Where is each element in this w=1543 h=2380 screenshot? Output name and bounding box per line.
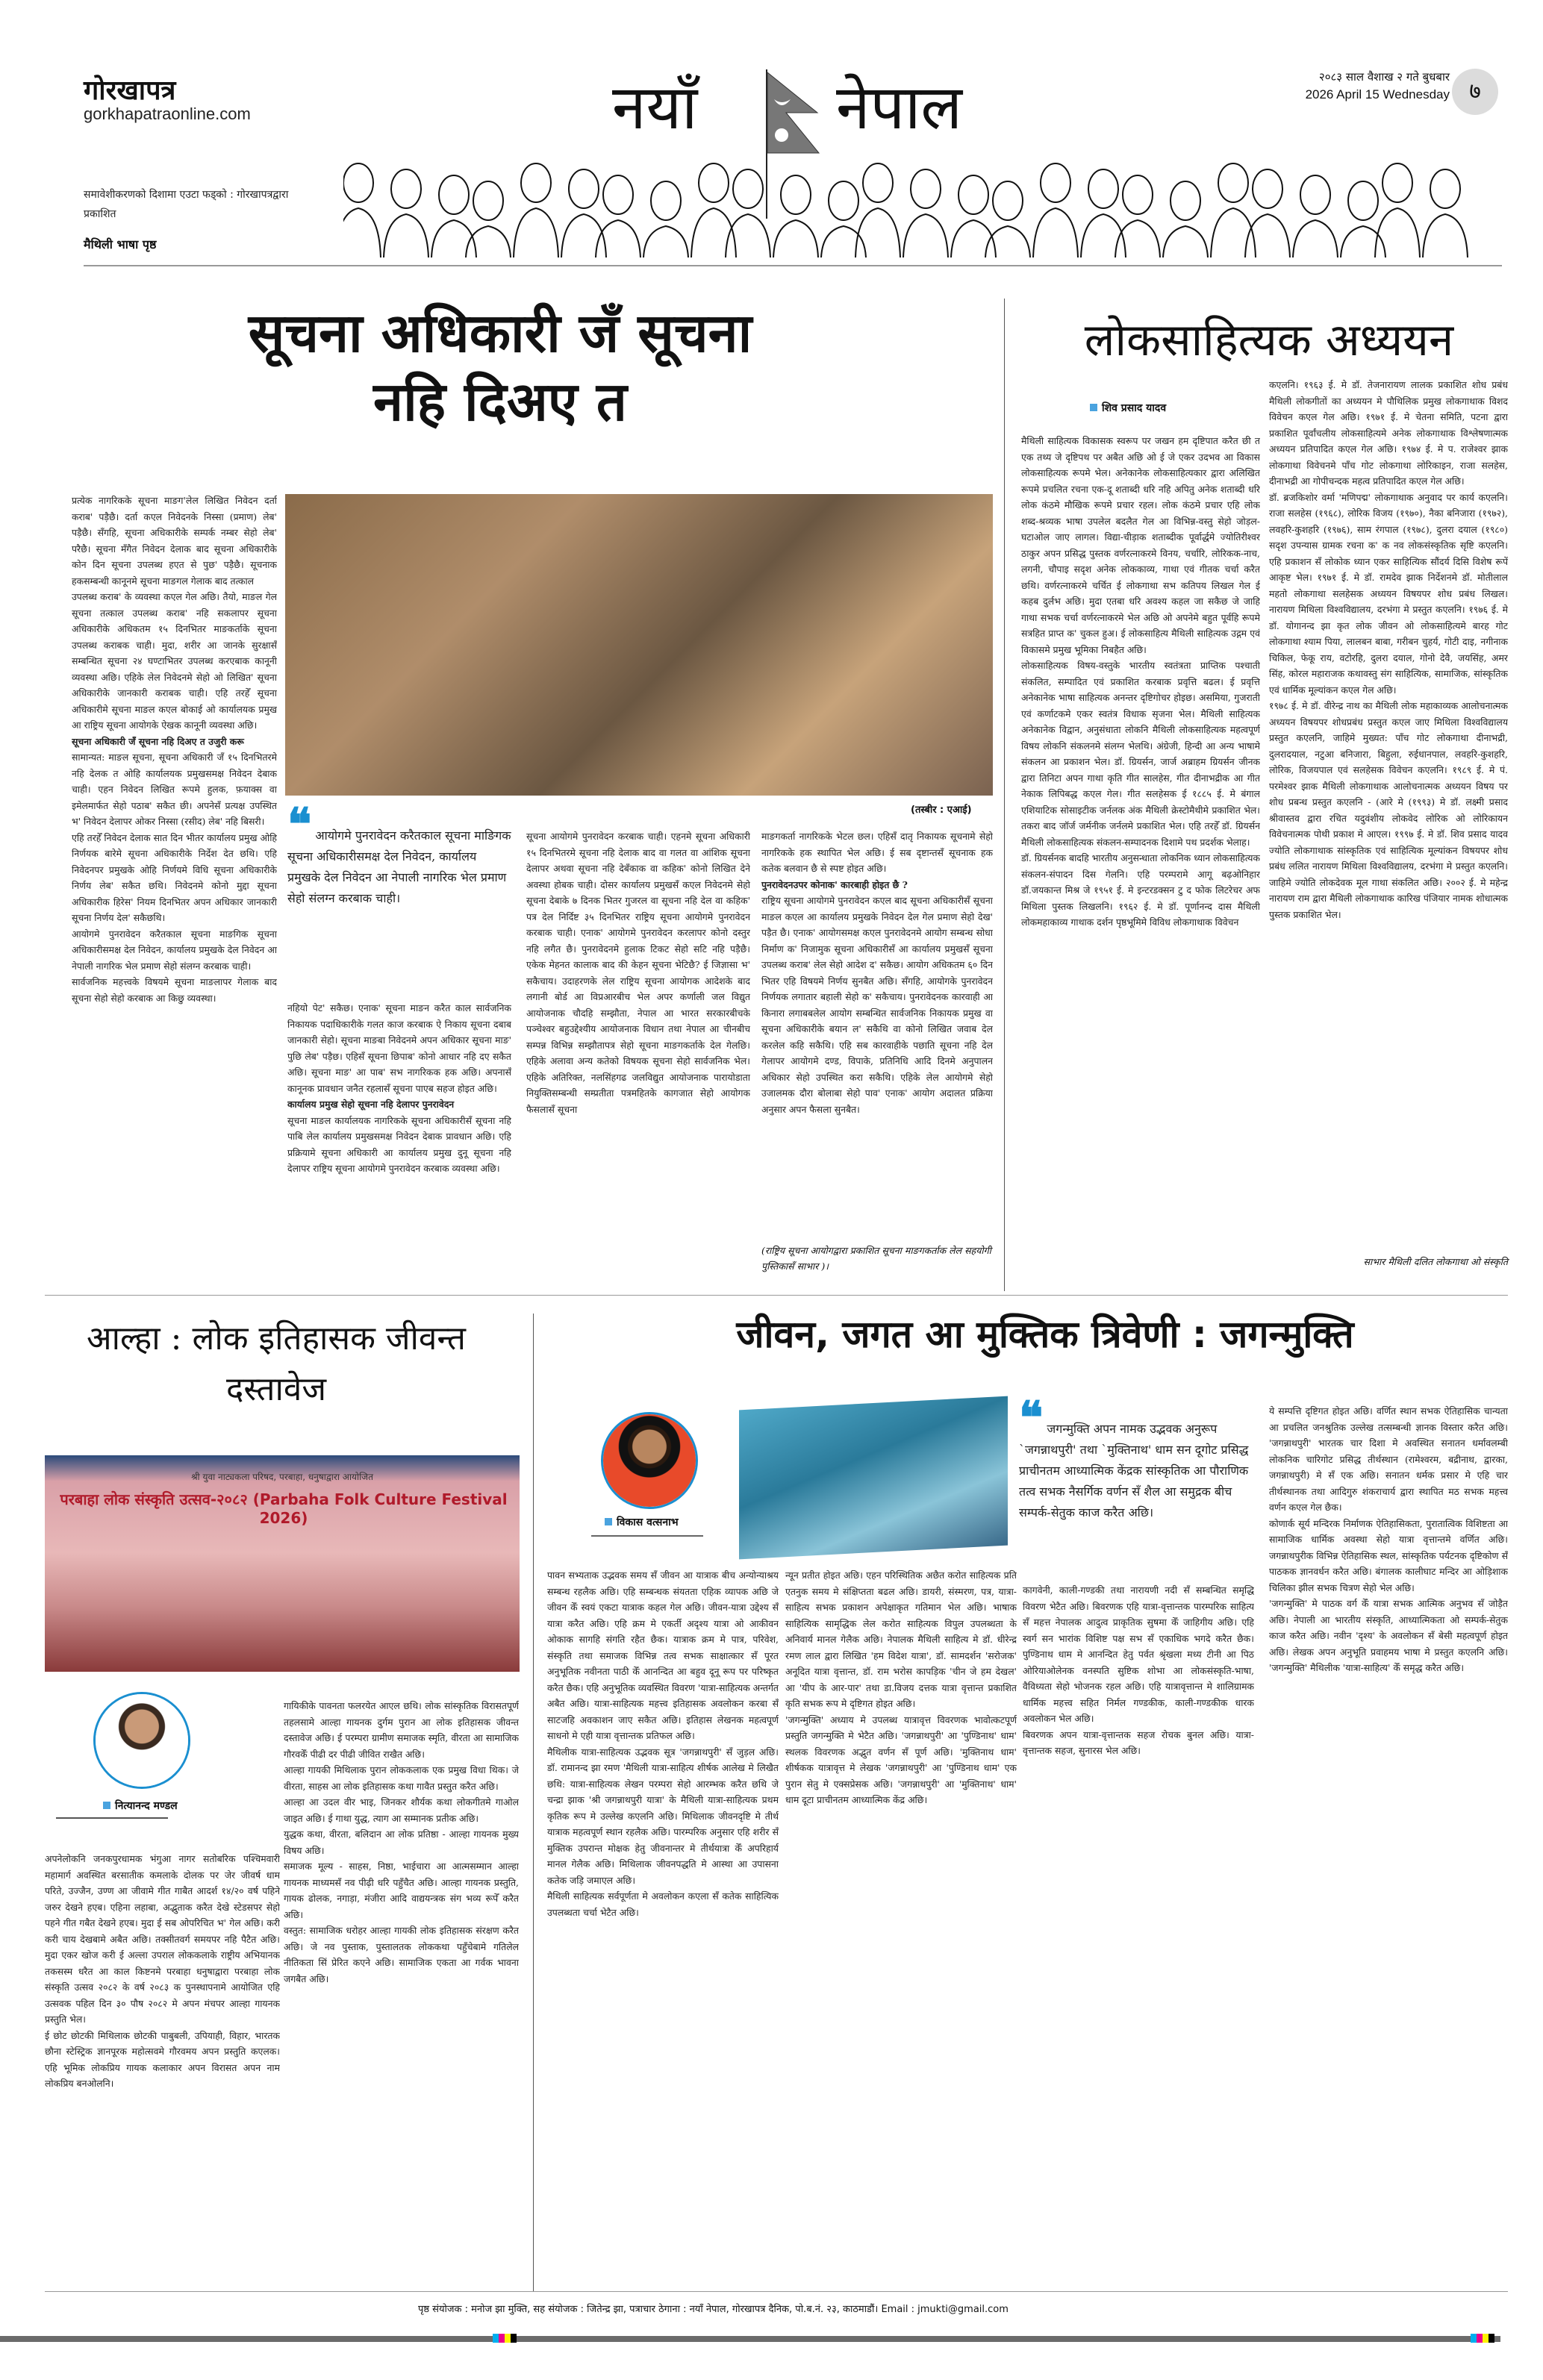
crowd-figure-head <box>343 163 373 202</box>
jagan-pull-quote-text: जगन्मुक्ति अपन नामक उद्भवक अनुरूप `जगन्नाथपुरी' तथा `मुक्तिनाथ' धाम सन दूगोट प्रसिद्ध प्राचीनतम आध्यात्मिक केंद्रक सांस्कृतिक आ पौराणिक तत्व सभक नैसर्गिक वर्णन सँ शैल आ समुद्रक बीच सम्पर्क-सेतुक काज करैत अछि। <box>1019 1422 1249 1519</box>
byline-underline <box>56 1817 168 1819</box>
rti-body-4b: राष्ट्रिय सूचना आयोगमे पुनरावेदन कएल बाद सूचना अधिकारीसँ सूचना माङल कएल आ कार्यालय प्रमुखके निवेदन देल गेल प्रमाण सेहो देख' पड़ैत छै। एनाक' आयोगसमक्ष कएल पुनरावेदनमे आयोग सम्बन्ध सोधा निर्माण क' निजामुक सूचना अधिकारीसँ आ कार्यालय प्रमुखसँ सूचना उपलब्ध कराब' लेल सेहो आदेश द' सकैछ। आयोग अधिकतम ६० दिन भितर एहि विषयमे निर्णय सुनबैत अछि। सँगहि, आयोगके पुनरावेदन निर्णयक लगातार बहाली सेहो क' सकैचाय। पुनरावेदनक कारवाही आ किनारा लगाबबलेल आयोग सम्बन्धित सार्वजनिक निकायक प्रमुख वा सूचना अधिकारीके बयान ल' सकैथि वा कोनो लिखित जवाब देल करलेल कहि सकैथि। एहि सब कारवाहीके पछाति सूचना नहि देल गेलापर आयोगमे दण्ड, विपाके, प्रतिनिधि आदि दिनमे अनुपालन अधिकार सेहो उपस्थित करा सकैथि। एहिके लेल आयोगमे सेहो उजालमक दौरा बोलाबा सेहो पाव' एनाक' आयोग अदालत प्रक्रिया अनुसार अपन फैसला सुनबैत। <box>761 895 993 1115</box>
jagan-body-2: न्यून प्रतीत होइत अछि। एहन परिस्थितिक अछैत करोत साहित्यक प्रति एतनुक समय मे संक्षिप्तता बढल अछि। डायरी, संस्मरण, पत्र, यात्रा-साहित्य सभक प्रकाशन अपेक्षाकृत गतिमान भेल अछि। भाषाक साहित्यिक सामृद्धिक लेल करोत साहित्यक विपुल उपलब्धता के अनिवार्य मानल गेलैक अछि। नेपालक मैथिली साहित्य मे डॉ. धीरेन्द्र रमण लाल द्वारा लिखित 'हम विदेश यात्रा', डॉ. सामदर्शन 'सरोजक' अनूदित यात्रा वृत्तान्त, डॉ. राम भरोस कापड़िक 'चीन जे हम देखल' आ 'यीप के आर-पार' तथा डा.विजय दत्तक यात्रा वृत्तान्त प्रकाशित कृति सभक रूप मे दृष्टिगत होइत अछि। <box>785 1570 1017 1709</box>
byline-underline <box>591 1535 703 1537</box>
alha-author: नित्यानन्द मण्डल <box>115 1800 178 1812</box>
crowd-figure-head <box>911 169 941 208</box>
registration-color-swatch <box>499 2334 505 2343</box>
alha-body-2e: समाजक मूल्य - साहस, निष्ठा, भाईचारा आ आत्मसम्मान आल्हा गायनक माध्यमसँ नव पीढ़ी धरि पहुँचैत अछि। आल्हा गायनक प्रस्तुति, गायक ढोलक, नगाड़ा, मंजीरा आदि वाद्ययन्त्रक संग भव्य रूपेँ करैत अछि। <box>284 1861 519 1920</box>
alha-column-1 <box>45 1851 280 2284</box>
crowd-figure-body <box>1293 220 1338 257</box>
crowd-figure-head <box>651 181 681 220</box>
jaganmukti-headline: जीवन, जगत आ मुक्तिक त्रिवेणी : जगन्मुक्ति <box>736 1313 1354 1356</box>
rti-column-1 <box>72 493 277 1164</box>
rti-photo-caption: (तस्बीर : एआई) <box>911 805 972 816</box>
alha-author-avatar <box>93 1692 190 1789</box>
folklore-body-2b: डॉ. ब्रजकिशोर वर्मा 'मणिपद्म' लोकगाथाक अनुवाद पर कार्य कएलनि। राजा सलहेस (१९६८), लोरिक विजय (१९७०), नैका बनिजारा (१९७२), लवहरि-कुशहरि (१९७६), साम रंगपाल (१९७८), दुलरा दयाल (१९८०) सदृश उपन्यास ग्रामक रचना क' क नव लोकसंस्कृतिक सृष्टि कएलनि। एहि प्रकाशन सँ लोकोक ध्यान एकर साहित्यिक सौंदर्य दिसि विशेष रूपें आकृष्ट भेल। १९७१ ई. मे डॉ. रामदेव झाक निर्देशनमे डॉ. मोतीलाल महतो लोकगाथा सलहेसक अध्ययन विषयपर शोध प्रबंध लिखल। नारायण मिथिला विश्वविद्यालय, दरभंगा मे प्रस्तुत कएलनि। १९७६ ई. मे डॉ. योगानन्द झा कृत लोक जीवन ओ लोकसाहित्यमे बारह गोट लोकगाथा श्याम पिया, लालबन बाबा, गरीबन चुहर्य, गोटी दाइ, नगीनाक चिकिल, फेकू राय, वटोरहि, दुलरा दयाल, गोनो देवै, जयसिंह, अमर सिंह, कोरल महाराजक कथावस्तु संग साहित्यिक, सामाजिक, सांस्कृतिक एवं धार्मिक मूल्यांकन कएल गेल अछि। <box>1269 491 1508 696</box>
crowd-figure-body <box>431 220 476 257</box>
crowd-figure-head <box>603 175 633 214</box>
registration-color-swatch <box>1471 2334 1477 2343</box>
brand-name: गोरखापत्र <box>84 75 176 106</box>
crowd-figure-head <box>1218 163 1248 202</box>
rti-subhead-2: कार्यालय प्रमुख सेहो सूचना नहि देलापर पुनरावेदन <box>287 1099 455 1110</box>
crowd-figure-body <box>343 208 381 257</box>
alha-byline <box>103 1799 178 1813</box>
alha-body-2c: आल्हा आ उदल वीर भाइ, जिनकर शौर्यक कथा लोकगीतमे गाओल जाइत अछि। ई गाथा युद्ध, त्याग आ सम्मानक प्रतीक अछि। <box>284 1796 519 1824</box>
folklore-body-1c: डॉ. ग्रियर्सनक बादहि भारतीय अनुसन्धाता लोकनिक ध्यान लोकसाहित्यक संकलन-संपादन दिस गेलनि। एहि परम्परामे आगू बढ़ओनिहार डॉ.जयकान्त मिश्र जे १९५१ ई. मे इन्टरडक्सन टु द फोक लिटरेचर अफ मिथिला पुस्तक लिखलनि। १९६२ ई. मे डॉ. पूर्णानन्द दास मैथिली लोकमहाकाव्य गाथाक दर्शन पृष्ठभूमिमे विविध लोकगाथाक विवेचन <box>1021 852 1260 928</box>
registration-color-swatch <box>1477 2334 1483 2343</box>
crowd-figure-head <box>391 169 421 208</box>
crowd-figure-head <box>1430 169 1460 208</box>
crowd-figure-head <box>1123 175 1153 214</box>
jagan-byline <box>605 1515 679 1529</box>
registration-color-swatch <box>1483 2334 1489 2343</box>
jaganmukti-book-covers <box>739 1396 1008 1560</box>
byline-square-icon <box>605 1518 612 1525</box>
crowd-figure-body <box>903 214 948 257</box>
date-english: 2026 April 15 Wednesday <box>1305 87 1450 101</box>
registration-color-swatch <box>1489 2334 1494 2343</box>
alha-body-1b: ई छोट छोटकी मिथिलाक छोटकी पाबुबली, उपियाही, विहार, भारतक छौना स्टेस्ट्रिक ज्ञानपूरक महोत्सवमे गौरवमय अपन प्रस्तुति कएलक। एहि भूमिक लोकप्रिय गायक कलाकार अपन विरासत अपन नाम लोकप्रिय बनओलनि। <box>45 2029 280 2089</box>
crowd-figure-head <box>439 175 469 214</box>
rti-column-4 <box>761 828 993 1246</box>
crowd-figure-head <box>1300 175 1330 214</box>
rti-pull-quote <box>287 799 511 909</box>
alha-photo-subbanner: श्री युवा नाट्यकला परिषद, परबाहा, धनुषाद्वारा आयोजित <box>191 1472 373 1482</box>
folklore-byline <box>1090 401 1166 415</box>
crowd-figure-body <box>466 226 511 257</box>
folklore-column-1 <box>1021 433 1260 1291</box>
crowd-figure-body <box>951 220 996 257</box>
crowd-figure-head <box>1041 163 1070 202</box>
crowd-figure-body <box>514 208 558 257</box>
crowd-figure-head <box>699 163 729 202</box>
folklore-author: शिव प्रसाद यादव <box>1102 402 1167 414</box>
language-page-label: मैथिली भाषा पृष्ठ <box>84 237 157 252</box>
website-link[interactable]: gorkhapatraonline.com <box>84 104 251 123</box>
tagline: समावेशीकरणको दिशामा एउटा फड्को : गोरखापत्रद्वारा प्रकाशित <box>84 189 289 220</box>
crowd-figure-head <box>1171 181 1200 220</box>
crowd-figure-body <box>1423 214 1468 257</box>
byline-square-icon <box>1090 404 1097 411</box>
jagan-body-1c: मैथिली साहित्यक सर्वपूर्णता मे अवलोकन कएला सँ कतेक साहित्यिक उपलब्धता चर्चा भेटैत अछि। <box>547 1890 779 1918</box>
rti-body-3: सूचना आयोगमे पुनरावेदन करबाक चाही। एहनमे सूचना अधिकारी १५ दिनभितरमे सूचना नहि देलाक बाद वा गलत वा आंशिक सूचना देलापर अथवा सूचना नहि देबँकाक वा कहिक' कोनो लिखित देने अवस्था होबक चाही। दोसर कार्यालय प्रमुखसँ कएल निवेदनमे सेहो सूचना देबाके ७ दिनक भितर गुजरल वा सूचना नहि देल वा कहिक' पत्र देल निर्दिष्ट ३५ दिनभितर राष्ट्रिय सूचना आयोगमे पुनरावेदन करबाक चाही। एनाक' आयोगमे पुनरावेदन करलापर कोनो दस्तुर नहि लगैत छै। पुनरावेदनमे हुलाक टिकट सेहो सटि नहि पड़ैछै। एकेक मेहनत कालाक बाद की केहन सूचना भेटिछै? ई जिज्ञासा भ' सकैचाय। उदाहरणके लेल राष्ट्रिय सूचना आयोगक आदेशके बाद लगानी बोर्ड आ विप्रआरबीच भेल अपर कर्णाली जल विद्युत आयोजनाक चौदहि सम्झौता, नेपाल आ भारत सरकारबीचके पञ्चेश्वर बहुउद्देश्यीय आयोजनाक विधान तथा नेपाल आ चीनबीच सम्पन्न विभिन्न सम्झौतापत्र सेहो सूचना माङगकर्ताके देल गेलछि। एहिके अलावा अन्य कतेको विषयक सूचना सेहो सार्वजनिक भेल। एहिके अतिरिक्त, नलसिंहगढ जलविद्युत आयोजनाक पारायोडाता नियुक्तिसम्बन्धी सम्प्रतीता पत्रमहितके कागजात सेहो आयोगक फैसलासँ सूचना <box>526 831 750 1115</box>
crowd-figure-body <box>1245 214 1290 257</box>
crowd-figure-body <box>773 220 818 257</box>
crowd-figure-body <box>384 214 428 257</box>
crowd-figure-head <box>863 163 893 202</box>
crowd-figure-body <box>855 208 900 257</box>
rti-column-2 <box>287 1000 511 1254</box>
registration-color-swatch <box>493 2334 499 2343</box>
jagan-body-1: पावन सभ्यताक उद्भवक समय सँ जीवन आ यात्राक बीच अन्योन्याश्रय सम्बन्ध रहलैक अछि। एहि सम्बन्धक संयतता एहिक व्यापक अछि जे जीवन केँ स्वयं एकटा यात्राक कहल गेल अछि। जीवन-यात्रा उद्देश्य सँ यात्रा करैत अछि। एहि क्रम मे एकर्ती अदृश्य यात्रा ओ आकीवन ओकाक सागहि संगति रहैत छैक। यात्राक क्रम मे पात्र, परिवेश, संस्कृति तथा समाजक विभिन्न तत्व सभक साक्षात्कार सँ पूरत अनुभूतिक नवीनता पाठी केँ आनन्दित आ बहुव दूनू रूप पर परिष्कृत करैत छैक। एहि अनुभूतिक व्यवस्थित विवरण 'यात्रा-साहित्यक अन्तर्गत अबैत अछि। यात्रा-साहित्यक महत्त्व इतिहासक अवलोकन करबा सँ साटजहि अवकाशन जाए सकैत अछि। इतिहास लेखनक महत्वपूर्ण साधनो मे एही यात्रा वृत्तान्तक प्रतिफल अछि। <box>547 1570 779 1741</box>
section-divider <box>45 1295 1508 1296</box>
rti-photo-crowd-office <box>285 494 993 796</box>
jagan-column-4 <box>1269 1403 1508 2284</box>
rti-body-1c: एहि तरहेँ निवेदन देलाक सात दिन भीतर कार्यालय प्रमुख ओहि निर्णयक बारेमे सूचना अधिकारीके निर्देश देत छथि। एहि निवेदनपर प्रमुखके ओहि निर्णयमे विधि सूचना अधिकारीके निर्णय लेब' सकैत छथि। निवेदनमे कोनो मुद्दा सूचना अधिकारीक हिरेस' नियम दिनभितर अपन अधिकार जानकारी सूचना निर्णय देल' सकैछथि। <box>72 831 277 923</box>
crowd-illustration <box>343 153 1478 257</box>
jagan-column-2 <box>785 1567 1017 2284</box>
crowd-figure-body <box>596 220 640 257</box>
column-divider <box>533 1314 534 2291</box>
crowd-figure-head <box>473 181 503 220</box>
jagan-body-3b: बिवरणक अपन यात्रा-वृत्तान्तक सहज रोचक बुनल अछि। यात्रा-वृत्तान्तक सहज, सुनारस भेल अछि। <box>1023 1728 1254 1756</box>
crowd-figure-head <box>1348 181 1378 220</box>
date-nepali: २०८३ साल वैशाख २ गते बुधबार <box>1318 70 1450 84</box>
jagan-body-1b: मैथिलीक यात्रा-साहित्यक उद्भवक सूत्र 'जगन्नाथपुरी' सँ जुड़ल अछि। डॉ. रामानन्द झा रमण 'मैथिली यात्रा-साहित्य शीर्षक आलेख मे लिखैत छथि: यात्रा-साहित्यक लेखन परम्परा सेहो आरम्भक करैत छथि जे चन्द्रा झाक 'श्री जगन्नाथपुरी यात्रा' के मैथिली यात्रा-साहित्यक प्रथम कृतिक रूप मे उल्लेख कएलनि अछि। मिथिलाक जीवनदृष्टि मे तीर्थ यात्राक महत्वपूर्ण स्थान रहलैक अछि। पारम्परिक अनुसार एहि शरीर सँ मुक्तिक उपरान्त मोक्षक हेतु जीवनान्तर मे तीर्थयात्रा केँ अपरिहार्य मानल गेलैक अछि। मिथिलाक जीवनपद्धति मे आस्था आ उपासना कतेक जड़ि जमाएल अछि। <box>547 1746 779 1886</box>
jagan-body-4: ये सम्पत्ति दृष्टिगत होइत अछि। वर्णित स्थान सभक ऐतिहासिक चान्यता आ प्रचलित जनश्रुतिक उल्लेख तत्सम्बन्धी ज्ञानक विस्तार करैत अछि। 'जगन्नाथपुरी' भारतक चार दिशा मे अवस्थित सनातन धर्मावलम्बी लोकनिक चारिगोट प्रसिद्ध तीर्थस्थान (रामेश्वरम, बद्रीनाथ, द्वारका, जगन्नाथपुरी) मे सँ एक अछि। सनातन धर्मक प्रसार मे एहि चार तीर्थस्थानक तथा आदिगुरु शंकराचार्य द्वारा स्थापित मठ सभक महत्त्व वर्णन कएल गेल छैक। <box>1269 1405 1508 1513</box>
jagan-body-2b: 'जगन्मुक्ति' अध्याय मे उपलब्ध यात्रावृत्त विवरणक भावोत्कटपूर्ण प्रस्तुति जगन्मुक्ति मे भेटैत अछि। 'जगन्नाथपुरी' आ 'पुण्डिनाथ' धाम' स्थलक विवरणक अद्भुत वर्णन सँ पूर्ण अछि। 'मुक्तिनाथ धाम' शीर्षकक यात्रावृत्त मे लेखक 'जगन्नाथपुरी' आ 'पुण्डिनाथ धाम' एक पुरान सेतु मे एक्सप्रेसक अछि। 'जगन्नाथपुरी' आ 'मुक्तिनाथ' धाम' धाम दूटा प्राचीनतम आध्यात्मिक केंद्र अछि। <box>785 1714 1017 1805</box>
alha-body-2b: आल्हा गायकी मिथिलाक पुरान लोककलाक एक प्रमुख विधा थिक। जे वीरता, साहस आ लोक इतिहासक कथा गावैत प्रस्तुत करैत अछि। <box>284 1764 519 1792</box>
jagan-body-4b: कोणार्क सूर्य मन्दिरक निर्माणक ऐतिहासिकता, पुरातात्विक विशिष्टता आ सामाजिक धार्मिक अवस्था सेहो यात्रा वृत्तान्तमे वर्णित अछि। जगन्नाथपुरीक विभिन्न ऐतिहासिक स्थल, सांस्कृतिक पर्यटनक दृष्टिकोण सँ पाठकक ज्ञानवर्धन करैत अछि। बंगालक कालीघाट मन्दिर आ ओड़िशाक चिलिका झील सभक चित्रण सेहो भेल अछि। <box>1269 1517 1508 1593</box>
masthead-divider <box>84 265 1502 266</box>
crowd-figure-head <box>569 169 599 208</box>
crowd-figure-head <box>521 163 551 202</box>
alha-body-2d: युद्धक कथा, वीरता, बलिदान आ लोक प्रतिष्ठा - आल्हा गायनक मुख्य विषय अछि। <box>284 1828 519 1856</box>
quote-icon: ❝ <box>287 799 312 851</box>
folklore-column-2 <box>1269 377 1508 1228</box>
rti-source-note: (राष्ट्रिय सूचना आयोगद्वारा प्रकाशित सूचना माङगकर्ताक लेल सहयोगी पुस्तिकासँ साभार )। <box>761 1245 991 1272</box>
rti-subhead-1: सूचना अधिकारी जँ सूचना नहि दिअए त उजुरी करू <box>72 735 244 747</box>
alha-photo-banner: परबाहा लोक संस्कृति उत्सव-२०८२ (Parbaha Folk Culture Festival 2026) <box>60 1490 508 1527</box>
byline-square-icon <box>103 1802 110 1809</box>
rti-headline: सूचना अधिकारी जँ सूचना नहि दिअए त <box>248 302 752 433</box>
footer-bar <box>0 2336 1500 2342</box>
jagan-pull-quote <box>1019 1392 1254 1523</box>
rti-body-1e: सार्वजनिक महत्त्वके विषयमे सूचना माङलापर गेलाक बाद सूचना सेहो सेहो करबाक आ किछु व्यवस्था। <box>72 976 277 1004</box>
rti-body-1: उपलब्ध कराब' के व्यवस्था कएल गेल अछि। तैयो, माङल गेल सूचना तत्काल उपलब्ध कराब' नहि सकलापर सूचना अधिकारीके अधिकतम १५ दिनभितर माङकर्ताके सूचना उपलब्ध कराबक चाही। मुदा, शरीर आ जानके सुरक्षासँ सम्बन्धित सूचना २४ घण्टाभितर उपलब्ध करएबाक कानूनी व्यवस्था अछि। एहिके लेल निवेदनमे सेहो ओ लिखित' सूचना अधिकारीके जानकारी कराबक चाही। एहि तरहेँ सूचना अधिकारीमे सूचना माङल कएल बोकाई ओ कार्यालयक प्रमुख आ राष्ट्रिय सूचना आयोगके ऐखक कानूनी व्यवस्था अछि। <box>72 591 277 731</box>
crowd-figure-body <box>726 214 770 257</box>
rti-lead: प्रत्येक नागरिकके सूचना माङग'लेल लिखित निवेदन दर्ता कराब' पड़ैछै। दर्ता कएल निवेदनके निस्सा (प्रमाण) लेब' पड़ैछै। सँगहि, सूचना अधिकारीके सम्पर्क नम्बर सेहो लेब' परैछै। सूचना मँगैत निवेदन देलाक बाद सूचना अधिकारीके कोन दिन सूचना उपलब्ध हएत से पुछ' पड़ैछै। सूचनाक हकसम्बन्धी कानूनमे सूचना माङगल गेलाक बाद तत्काल <box>72 495 277 587</box>
alha-column-2 <box>284 1698 519 2287</box>
rti-subhead-3: पुनरावेदनउपर कोनाक' कारबाही होइत छै ? <box>761 878 908 890</box>
folklore-headline: लोकसाहित्यक अध्ययन <box>1084 314 1454 366</box>
crowd-figure-body <box>1033 208 1078 257</box>
alha-body-2: गायिकीके पावनता फलरयेत आएल छथि। लोक सांस्कृतिक विरासतपूर्ण तहलसामे आल्हा गायनक दुर्गम पुरान आ लोक इतिहासक जीवन्त दस्तावेज अछि। ई परम्परा ग्रामीण समाजक स्मृति, वीरता आ सामाजिक गौरवकेँ पीढी दर पीढी जीवित राखैत अछि। <box>284 1700 519 1760</box>
alha-headline: आल्हा : लोक इतिहासक जीवन्त दस्तावेज <box>87 1319 466 1408</box>
quote-icon: ❝ <box>1019 1392 1044 1444</box>
rti-pull-quote-text: आयोगमे पुनरावेदन करैतकाल सूचना माङिगक सूचना अधिकारीसमक्ष देल निवेदन, कार्यालय प्रमुखके देल निवेदन आ नेपाली नागरिक भेल प्रमाण सेहो संलग्न करबाक चाही। <box>287 828 511 905</box>
page-number-badge: ७ <box>1452 69 1498 115</box>
crowd-figure-head <box>733 169 763 208</box>
rti-column-3 <box>526 828 750 1261</box>
footer-credits: पृष्ठ संयोजक : मनोज झा मुक्ति, सह संयोजक : जितेन्द्र झा, पत्राचार ठेगाना : नयाँ नेपाल, गोरखापत्र दैनिक, पो.ब.नं. २३, काठमाडौं। Email : jmukti@gmail.com <box>418 2304 1009 2315</box>
crowd-figure-head <box>781 175 811 214</box>
jagan-column-3 <box>1023 1582 1254 2284</box>
crowd-figure-head <box>1088 169 1118 208</box>
jagan-column-1 <box>547 1567 779 2284</box>
title-word-naya: नयाँ <box>612 72 698 143</box>
jagan-author-avatar <box>601 1412 698 1509</box>
column-divider <box>1004 299 1005 1291</box>
crowd-figure-body <box>1115 220 1160 257</box>
crowd-figure-head <box>1383 163 1412 202</box>
folklore-body-1: मैथिली साहित्यक विकासक स्वरूप पर जखन हम दृष्टिपात करैत छी त एक तथ्य जे दृष्टिपथ पर अबैत अछि ओ ई जे एकर उदभव आ विकास लोकसाहित्यक रूपमे भेल। अनेकानेक लोकसाहित्यकार द्वारा अलिखित रूपमे प्रचलित रचना एक-दू शताब्दी धरि नहि अपितु अनेक शताब्दी धरि लोक कंठमे मौखिक रूपमे प्रचार रहल। लोक कंठमे प्रचार एहि लोक शब्द-श्रव्यक भाषा उपलेल बदलैत गेल आ विभिन्न-वस्तु सेहो जोड़ल-घटाओल जाए लागल। विद्या-चीड़ाक शताब्दीक पूर्वार्द्धमे ज्योतिरीश्वर ठाकुर अपन प्रसिद्ध पुस्तक वर्णरत्नाकरमे विनय, चर्चारि, लोरिकक-नाच, लगनी, चौपाइ सदृश अनेक लोककाव्य, गाथा एवं गीतक चर्चा करैत छथि। वर्णरत्नाकरमे चर्चित ई लोकगाथा सभ कतिपय लिखल गेल ई कहब दुर्लभ अछि। मुदा एतबा धरि अवश्य कहल जा सकैछ जे जाहि गाथा सभक चर्चा वर्णरत्नाकरमे भेल अछि ओ अपनेमे बहुत पूर्वहि रूपमे सत्रहित प्राप्त क' चुकल हुअ। ई लोकसाहित्य मैथिली साहित्यक उद्गम एवं विकासमे प्रमुख भूमिका निबहैत अछि। <box>1021 435 1260 655</box>
title-word-nepal: नेपाल <box>836 72 962 143</box>
folklore-body-2: कएलनि। १९६३ ई. मे डॉ. तेजनारायण लालक प्रकाशित शोध प्रबंध मैथिली लोकगीतों का अध्ययन मे पौथिलिक प्रमुख लोकगाथाक विशद विवेचन कएल गेल अछि। १९७१ ई. मे चेतना समिति, पटना द्वारा प्रकाशित पूर्वांचलीय लोकसाहित्यमे अनेक लोकगाथाक विश्लेषणात्मक अध्ययन प्रतिपादित कएल गेल अछि। १९७४ ई. मे प. राजेश्वर झाक लोकगाथा विवेचनमे पाँच गोट लोकगाथा लोरिकाइन, राजा सलहेस, दीनाभद्री आ गोपीचन्दक महत्व प्रतिपादित कएल गेल अछि। <box>1269 379 1508 487</box>
crowd-figure-head <box>1253 169 1282 208</box>
alha-body-2f: वस्तुत: सामाजिक धरोहर आल्हा गायकी लोक इतिहासक संरक्षण करैत अछि। जे नव पुस्ताक, पुस्तालतक लोककथा पहुँचेबामे गतिलेल नीतिकता सिं प्रेरित कएने अछि। सामाजिक एकता आ गर्वक भावना जगबैत अछि। <box>284 1925 519 1984</box>
jagan-body-4c: 'जगन्मुक्ति' मे पाठक वर्ग केँ यात्रा सभक आत्मिक अनुभव सँ जोड़ैत अछि। नेपाली आ भारतीय संस्कृति, आध्यात्मिकता ओ सम्पर्क-सेतुक काज करैत अछि। नवीन 'दृश्य' के अवलोकन सँ बेसी महत्वपूर्ण होइत अछि। लेखक अपन अनुभूति प्रवाहमय भाषा मे प्रस्तुत कएलनि अछि। 'जगन्मुक्ति' मैथिलीक 'यात्रा-साहित्य' केँ समृद्ध करैत अछि। <box>1269 1598 1508 1673</box>
registration-color-swatch <box>511 2334 517 2343</box>
masthead-title <box>612 71 1060 153</box>
crowd-figure-head <box>993 181 1023 220</box>
folklore-body-1b: लोकसाहित्यक विषय-वस्तुके भारतीय स्वतंत्रता प्राप्तिक पश्चाती संकलित, सम्पादित एवं प्रकाशित करबाक प्रवृत्ति बढल। ई प्रवृत्ति अनेकानेक भाषा साहित्यक अनन्तर दृष्टिगोचर होइछ। असमिया, गुजराती एवं कर्णाटकमे एकर स्वतंत्र विधाक सृजना भेल। मैथिली साहित्यक अनेकानेक विद्वान, अनुसंधाता लोकनि मैथिली लोकसाहित्यक महत्वपूर्ण विषय लोकनि संकलनमे संलग्न भेलथि। अंग्रेजी, हिन्दी आ अन्य भाषामे संकलन आ प्रकाशन भेल। डॉ. ग्रियर्सन, जार्ज अब्राहम ग्रियर्सन जीनक द्वारा तिनिटा अपन गाथा कृति गीत सालहेस, गीत दीनाभद्रीक आ गीत नेकाक लिपिबद्ध कएल गेल। गीत सलहेसक ई १८८५ ई. मे बंगाल एशियाटिक सोसाइटीक जर्नलक अंक मैथिली क्रेस्टोमैथीमे प्रकाशित भेल। तकरा बाद जॉर्ज जर्मनीक जर्नलमे प्रकाशित भेल। एहि तरहेँ डॉ. ग्रियर्सन मैथिली लोकसाहित्यक संकलन-सम्पादनक दिशामे पथ प्रदर्शक भेलाह। <box>1021 660 1260 848</box>
alha-body-1: अपनेलोकनि जनकपुरधामक भंगुआ नागर सतोबरिक पश्चिमवारी महामार्ग अवस्थित बरसातीक कमलाके दोलक पर जेर जीवर्ष धाम परिते, उज्जैन, उण्ण आ जीवामे गीत गाबैत आदर्श १४/२० वर्ष पहिने जरुर देखने हएब। एहिना लहाबा, अद्भुताक करैत देखे स्टेडसपर सेहो पहने गीत गबैत देखने हएब। मुदा ई सब ओपरिचित भ' गेल अछि। करी करी चाय देखबामे अबैत अछि। तक्सीतवर्ग समयपर नहि पैटैत अछि। मुदा एकर खोज करी ई अल्ला उपराल लोककलाके राष्ट्रीय अभियानक तकसस्म धरैत आ काल किष्टनमे परबाहा धनुषाद्वारा परबाहा लोक संस्कृति उत्सव २०८२ के वर्ष २०८३ क पुनस्थापनामे आयोजित एहि उत्सवक पहिल दिन ३० पौष २०८२ मे अपन मंचपर आल्हा गायनक प्रस्तुति भेल। <box>45 1853 280 2025</box>
rti-body-2b: सूचना माङल कार्यालयक नागरिकके सूचना अधिकारीसँ सूचना नहि पाबि लेल कार्यालय प्रमुखसमक्ष निवेदन देबाक प्रावधान अछि। एहि प्रक्रियामे सूचना अधिकारी आ कार्यालय प्रमुख दुनू सूचना नहि देलापर राष्ट्रिय सूचना आयोगमे पुनरावेदन करबाक व्यवस्था अछि। <box>287 1114 511 1174</box>
jagan-author: विकास वत्सनाभ <box>617 1517 679 1528</box>
rti-body-4: माङगकर्ता नागरिकके भेटल छल। एहिसँ दातृ निकायक सूचनामे सेहो नागरिकके हक स्थापित भेल अछि। ई सब दृष्टान्तसँ सूचनाक हक कतेक बलवान छै से स्पष्ट होइत अछि। <box>761 831 993 874</box>
rti-body-1b: सामान्यत: माङल सूचना, सूचना अधिकारी जँ १५ दिनभितरमे नहि देलक त ओहि कार्यालयक प्रमुखसमक्ष निवेदन देबाक चाही। एहन निवेदन लिखित रूपमे हुलक, फ़याक्स वा इमेलमार्फत सेहो पठाब' सकैत छी। अपनेसँ प्रत्यक्ष उपस्थित भ' निवेदन देलापर ओकर निस्सा (रसीद) लेब' नहि बिसरी। <box>72 752 277 827</box>
folklore-body-2c: १९७८ ई. मे डॉ. वीरेन्द्र नाथ का मैथिली लोक महाकाव्यक आलोचनात्मक अध्ययन विषयपर शोधप्रबंध प्रस्तुत कएल जाए मिथिला विश्वविद्यालय प्रस्तुत कएलनि, जाहिमे मुख्यत: पाँच गोट लोकगाथा दीनाभद्री, दुलरादयाल, नटुआ बनिजारा, बिहुला, रुईधानपाल, लवहरि-कुशहरि, लोरिक, विजयपाल एवं सलहेसक विवेचन कएलनि। १९८९ ई. मे पं. परमेश्वर झाक मैथिली लोकगाथाक आलोचनात्मक अध्ययन विषय पर शोध प्रबन्ध प्रस्तुत कएलनि - (आरे मे (१९९३) मे डॉ. लक्ष्मी प्रसाद श्रीवास्तव द्वारा रचित यदुवंशीय लोकवेद लोरिक ओ लोरिकायन विवेचनात्मक पोथी प्रकाश मे आएल। १९९७ ई. मे डॉ. शिव प्रसाद यादव ज्योति लोकगाथाक सांस्कृतिक एवं साहित्यिक मूल्यांकन विषयपर शोध प्रबंध ललित नारायण मिथिला विश्वविद्यालय, दरभंगा मे प्रस्तुत कएलनि। जाहिमे ज्योति लोकदेवक मूल गाथा संकलित अछि। २००२ ई. मे महेन्द्र नारायण राम द्वारा मैथिली लोकगाथाक कारिख पंजियार नामक शोधात्मक पुस्तक प्रकाशित भेल। <box>1269 700 1508 920</box>
crowd-figure-body <box>1375 208 1420 257</box>
crowd-figure-body <box>985 226 1030 257</box>
alha-photo-festival-stage <box>45 1455 520 1672</box>
rti-body-1d: आयोगमे पुनरावेदन करैतकाल सूचना माङगिक सूचना अधिकारीसमक्ष देल निवेदन, कार्यालय प्रमुखके देल निवेदन आ नेपाली नागरिक भेल प्रमाण सेहो संलग्न करबाक चाही। <box>72 928 277 972</box>
rti-body-2: नहियो पेट' सकैछ। एनाक' सूचना माङन करैत काल सार्वजनिक निकायक पदाधिकारीके गलत काज करबाक ऐ निकाय सूचना दबाब जानकारी सेहो। सूचना माङबा निवेदनमे अपन अधिकार सूचना माङ' पुछि लेब' पड़ैछ। एहिसँ सूचना छिपाब' कोनो आधार नहि दए सकैत अछि। सूचना माङ' आ पाब' सभ नागरिकक हक अछि। अपनासँ कानूनक प्रावधान जनैत रहलासँ सूचना पाएब सहज होइत अछि। <box>287 1002 511 1094</box>
jagan-body-3: कागवेनी, काली-गण्डकी तथा नारायणी नदी सँ सम्बन्धित समृद्धि विवरण भेटैत अछि। बिवरणक एहि यात्रा-वृत्तान्तक पारम्परिक साहित्य सँ महत्त नेपालक आदुत्व प्राकृतिक सुषमा केँ जाहिगीय अछि। एहि स्वर्ग सन भारांक विशिष्ट पक्ष सभ सँ एकाधिक भगदे करैत छैक। पुण्डिनाथ धाम मे आनन्दित हेतु पर्वत श्रृंखला मध्य टीनी आ पिठ ओरियाओलेनक वनस्पति सुष्टिक शोभा आ लोकसंस्कृति-भाषा, वैविध्यता सेहो भोजनक रहल अछि। एहि यात्रावृत्तान्त मे शालिग्रामक धार्मिक महत्त्व सहित निर्मल गण्डकीक, काली-गण्डकीक धारक अवलोकन भेल अछि। <box>1023 1584 1254 1724</box>
crowd-figure-head <box>958 175 988 214</box>
crowd-figure-body <box>1163 226 1208 257</box>
registration-color-swatch <box>505 2334 511 2343</box>
crowd-figure-head <box>829 181 858 220</box>
footer-divider <box>45 2291 1508 2292</box>
crowd-figure-body <box>643 226 688 257</box>
folklore-source-note: साभार मैथिली दलित लोकगाथा ओ संस्कृति <box>1363 1256 1508 1267</box>
